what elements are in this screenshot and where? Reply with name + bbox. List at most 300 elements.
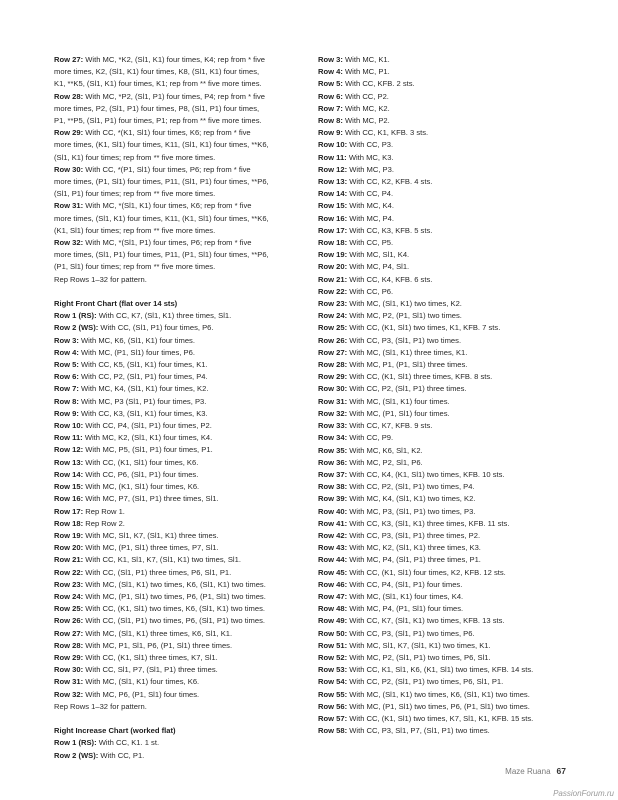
row-label: Row 25: — [54, 604, 84, 614]
instruction-text: With MC, Sl1, K7, (Sl1, K1) three times. — [83, 530, 219, 540]
spacer — [54, 286, 304, 298]
row-label: Row 45: — [318, 567, 348, 577]
instruction-text: With CC, P9. — [347, 433, 394, 443]
instruction-line — [54, 225, 304, 237]
instruction-text: With CC, K4, KFB. 6 sts. — [347, 274, 433, 284]
instruction-text: With CC, (Sl1, P1) four times, P6. — [98, 323, 214, 333]
instruction-text: Rep Row 2. — [83, 518, 125, 528]
instruction-line — [318, 640, 590, 652]
instruction-text: With MC, P1, (P1, Sl1) three times. — [347, 360, 468, 370]
instruction-line — [318, 78, 590, 90]
instruction-line — [318, 298, 590, 310]
row-label: Row 41: — [318, 518, 348, 528]
row-label: Row 2 (WS): — [54, 750, 99, 760]
row-label: Row 54: — [318, 677, 348, 687]
instruction-line — [54, 420, 304, 432]
row-label: Row 18: — [318, 238, 348, 248]
instruction-line — [318, 518, 590, 530]
instruction-text: (P1, Sl1) four times; rep from ** five more times. — [54, 262, 216, 272]
row-label: Row 20: — [54, 543, 84, 553]
instruction-text: With MC, P6, (P1, Sl1) four times. — [83, 689, 200, 699]
instruction-line — [318, 225, 590, 237]
instruction-text: With CC, K7, KFB. 9 sts. — [347, 421, 433, 431]
instruction-text: (Sl1, K1) four times; rep from ** five more times. — [54, 152, 216, 162]
instruction-line — [318, 432, 590, 444]
instruction-line — [318, 481, 590, 493]
row-label: Row 11: — [318, 152, 347, 162]
row-label: Row 31: — [318, 396, 348, 406]
instruction-line — [318, 542, 590, 554]
instruction-line — [54, 640, 304, 652]
instruction-line — [318, 115, 590, 127]
row-label: Row 6: — [318, 91, 343, 101]
instruction-text: more times, P2, (Sl1, P1) four times, P8, (Sl1, P1) four times, — [54, 103, 260, 113]
instruction-line — [318, 274, 590, 286]
instruction-line — [54, 152, 304, 164]
instruction-text: With CC, K2, KFB. 4 sts. — [347, 177, 433, 187]
row-label: Row 19: — [318, 250, 348, 260]
instruction-line — [54, 383, 304, 395]
right-column — [318, 54, 590, 737]
instruction-text: With CC, (Sl1, P1) two times, P6, (Sl1, P1) two times. — [83, 616, 265, 626]
instruction-text: With CC, (K1, Sl1) two times, K7, Sl1, K1, KFB. 15 sts. — [347, 713, 534, 723]
instruction-text: more times, (Sl1, K1) four times, K11, (K1, Sl1) four times, **K6, — [54, 213, 269, 223]
instruction-line — [318, 469, 590, 481]
row-label: Row 51: — [318, 640, 348, 650]
instruction-text: With CC, P3, (Sl1, P1) two times, P6. — [347, 628, 475, 638]
row-label: Row 24: — [318, 311, 348, 321]
instruction-text: With MC, Sl1, K4. — [347, 250, 410, 260]
row-label: Row 8: — [54, 396, 79, 406]
instruction-line — [54, 261, 304, 273]
page-footer — [505, 766, 566, 776]
instruction-line — [54, 530, 304, 542]
row-label: Row 15: — [54, 482, 84, 492]
instruction-text: With MC, P2, Sl1, P6. — [347, 457, 423, 467]
row-label: Row 22: — [318, 286, 348, 296]
instruction-text: With MC, (Sl1, K1) four times. — [347, 396, 450, 406]
instruction-line — [54, 579, 304, 591]
instruction-line — [318, 591, 590, 603]
instruction-text: With CC, P1. — [98, 750, 145, 760]
instruction-line — [54, 335, 304, 347]
row-label: Row 1 (RS): — [54, 311, 97, 321]
instruction-line — [54, 310, 304, 322]
instruction-text: (Sl1, P1) four times; rep from ** five more times. — [54, 189, 216, 199]
instruction-line — [318, 603, 590, 615]
row-label: Row 19: — [54, 530, 84, 540]
instruction-text: With MC, (Sl1, K1) four times, K6. — [83, 677, 200, 687]
row-label: Row 21: — [318, 274, 348, 284]
instruction-text: With MC, *P2, (Sl1, P1) four times, P4; rep from * five — [83, 91, 266, 101]
watermark: PassionForum.ru — [553, 789, 614, 798]
instruction-text: With CC, P4, (Sl1, P1) four times, P2. — [83, 421, 212, 431]
instruction-line — [54, 689, 304, 701]
row-label: Row 46: — [318, 579, 348, 589]
row-label: Row 49: — [318, 616, 348, 626]
instruction-text: With MC, (Sl1, K1) three times, K6, Sl1, K1. — [83, 628, 233, 638]
row-label: Row 30: — [54, 665, 84, 675]
instruction-text: With CC, K3, KFB. 5 sts. — [347, 225, 433, 235]
instruction-text: With MC, (Sl1, K1) two times, K6, (Sl1, K1) two times. — [83, 579, 266, 589]
instruction-text: With MC, K2, (Sl1, K1) three times, K3. — [347, 543, 481, 553]
instruction-line — [318, 579, 590, 591]
instruction-line — [318, 213, 590, 225]
row-label: Row 3: — [318, 55, 343, 64]
row-label: Row 4: — [318, 67, 343, 77]
instruction-line — [54, 371, 304, 383]
instruction-text: Rep Row 1. — [83, 506, 125, 516]
instruction-text: With MC, Sl1, K7, (Sl1, K1) two times, K1. — [347, 640, 491, 650]
instruction-line — [54, 542, 304, 554]
instruction-text: With MC, P4, (Sl1, P1) three times, P1. — [347, 555, 481, 565]
row-label: Row 10: — [54, 421, 84, 431]
instruction-text: With MC, P2. — [342, 116, 390, 126]
instruction-text: With MC, (P1, Sl1) two times, P6, (P1, Sl1) two times. — [83, 591, 266, 601]
instruction-text: With MC, (Sl1, K1) four times, K4. — [347, 591, 464, 601]
row-label: Row 56: — [318, 701, 348, 711]
instruction-text: With CC, P2, (Sl1, P1) two times, P4. — [347, 482, 475, 492]
instruction-text: With CC, K3, (Sl1, K1) three times, KFB. 11 sts. — [347, 518, 510, 528]
row-label: Row 52: — [318, 652, 348, 662]
instruction-text: Rep Rows 1–32 for pattern. — [54, 701, 147, 711]
instruction-text: With MC, P7, (Sl1, P1) three times, Sl1. — [83, 494, 219, 504]
instruction-text: With MC, P4, (P1, Sl1) four times. — [347, 604, 464, 614]
instruction-text: With MC, P2, (P1, Sl1) two times. — [347, 311, 462, 321]
instruction-text: more times, (P1, Sl1) four times, P11, (Sl1, P1) four times, **P6, — [54, 177, 269, 187]
row-label: Row 43: — [318, 543, 348, 553]
row-label: Row 32: — [54, 689, 84, 699]
instruction-text: With CC, P6. — [347, 286, 394, 296]
instruction-line — [318, 383, 590, 395]
instruction-line — [318, 506, 590, 518]
instruction-text: With CC, P6, (Sl1, P1) four times. — [83, 469, 199, 479]
instruction-line — [318, 139, 590, 151]
instruction-text: With CC, K3, (Sl1, K1) four times, K3. — [78, 408, 208, 418]
instruction-line — [54, 506, 304, 518]
instruction-text: With MC, K2, (Sl1, K1) four times, K4. — [82, 433, 213, 443]
left-column — [54, 54, 304, 762]
spacer — [54, 713, 304, 725]
instruction-text: With CC, K5, (Sl1, K1) four times, K1. — [78, 360, 208, 370]
row-label: Row 17: — [318, 225, 348, 235]
instruction-text: P1, **P5, (Sl1, P1) four times, P1; rep from ** five more times. — [54, 116, 262, 126]
row-label: Row 3: — [54, 335, 79, 345]
instruction-line — [318, 457, 590, 469]
instruction-text: With MC, (Sl1, K1) two times, K2. — [347, 299, 462, 309]
instruction-line — [318, 322, 590, 334]
row-label: Row 25: — [318, 323, 348, 333]
instruction-text: With MC, *K2, (Sl1, K1) four times, K4; rep from * five — [83, 55, 266, 64]
instruction-line — [318, 91, 590, 103]
instruction-line — [54, 628, 304, 640]
row-label: Row 14: — [54, 469, 84, 479]
instruction-text: With MC, K4, (Sl1, K1) two times, K2. — [347, 494, 476, 504]
instruction-line — [318, 689, 590, 701]
instruction-line — [54, 408, 304, 420]
instruction-text: With MC, (P1, Sl1) four times, P6. — [78, 347, 195, 357]
instruction-text: With MC, (Sl1, K1) two times, K6, (Sl1, K1) two times. — [347, 689, 530, 699]
instruction-line — [318, 445, 590, 457]
instruction-text: With CC, P4. — [347, 189, 394, 199]
footer-title: Maze Ruana — [505, 767, 551, 776]
row-label: Row 55: — [318, 689, 348, 699]
instruction-line — [318, 286, 590, 298]
instruction-line — [318, 249, 590, 261]
row-label: Row 10: — [318, 140, 348, 150]
instruction-text: With MC, P2, (Sl1, P1) two times, P6, Sl1. — [347, 652, 491, 662]
section-heading: Right Front Chart (flat over 14 sts) — [54, 299, 178, 309]
instruction-line — [54, 676, 304, 688]
row-label: Row 22: — [54, 567, 84, 577]
instruction-line — [318, 310, 590, 322]
instruction-text: With CC, K7, (Sl1, K1) three times, Sl1. — [96, 311, 232, 321]
row-label: Row 16: — [318, 213, 348, 223]
instruction-line — [54, 188, 304, 200]
instruction-text: With CC, K7, (Sl1, K1) two times, KFB. 13 sts. — [347, 616, 505, 626]
instruction-text: With MC, (P1, Sl1) two times, P6, (P1, Sl1) two times. — [347, 701, 530, 711]
instruction-text: With CC, (K1, Sl1) four times, K2, KFB. 12 sts. — [347, 567, 506, 577]
instruction-text: With CC, KFB. 2 sts. — [342, 79, 415, 89]
instruction-line — [54, 78, 304, 90]
instruction-text: With CC, (K1, Sl1) three times, KFB. 8 sts. — [347, 372, 493, 382]
instruction-line — [318, 713, 590, 725]
row-label: Row 23: — [54, 579, 84, 589]
instruction-line — [54, 249, 304, 261]
section-heading: Right Increase Chart (worked flat) — [54, 726, 176, 736]
instruction-line — [54, 481, 304, 493]
instruction-text: With CC, (K1, Sl1) four times, K6. — [83, 457, 199, 467]
instruction-line — [54, 237, 304, 249]
instruction-line — [54, 444, 304, 456]
instruction-line — [54, 518, 304, 530]
instruction-text: With MC, P4. — [347, 213, 394, 223]
row-label: Row 4: — [54, 347, 79, 357]
row-label: Row 29: — [318, 372, 348, 382]
row-label: Row 39: — [318, 494, 348, 504]
instruction-line — [318, 664, 590, 676]
row-label: Row 36: — [318, 457, 348, 467]
row-label: Row 21: — [54, 555, 84, 565]
row-label: Row 1 (RS): — [54, 738, 97, 748]
instruction-line — [318, 103, 590, 115]
instruction-line — [54, 322, 304, 334]
row-label: Row 33: — [318, 421, 348, 431]
instruction-text: With CC, K1, Sl1, K7, (Sl1, K1) two times, Sl1. — [83, 555, 241, 565]
instruction-line — [318, 530, 590, 542]
instruction-line — [54, 176, 304, 188]
row-label: Row 57: — [318, 713, 348, 723]
row-label: Row 48: — [318, 604, 348, 614]
instruction-line — [54, 591, 304, 603]
row-label: Row 5: — [54, 360, 79, 370]
instruction-line — [318, 493, 590, 505]
instruction-line — [54, 567, 304, 579]
instruction-text: more times, (K1, Sl1) four times, K11, (Sl1, K1) four times, **K6, — [54, 140, 269, 150]
instruction-text: (K1, Sl1) four times; rep from ** five more times. — [54, 225, 216, 235]
instruction-text: With CC, K1, Sl1, K6, (K1, Sl1) two times, KFB. 14 sts. — [347, 665, 534, 675]
instruction-line — [54, 66, 304, 78]
instruction-line — [318, 335, 590, 347]
instruction-line — [54, 615, 304, 627]
instruction-text: With CC, K1. 1 st. — [96, 738, 160, 748]
instruction-line — [54, 750, 304, 762]
instruction-text: With CC, P2, (Sl1, P1) three times. — [347, 384, 467, 394]
instruction-line — [54, 493, 304, 505]
instruction-line — [54, 91, 304, 103]
instruction-text: With CC, P2, (Sl1, P1) two times, P6, Sl1, P1. — [347, 677, 504, 687]
instruction-text: With MC, K4. — [347, 201, 394, 211]
instruction-line — [318, 54, 590, 66]
instruction-text: With CC, P3, Sl1, P7, (Sl1, P1) two times. — [347, 726, 490, 736]
instruction-line — [54, 54, 304, 66]
instruction-text: With CC, K4, (K1, Sl1) two times, KFB. 10 sts. — [347, 469, 505, 479]
row-label: Row 24: — [54, 591, 84, 601]
row-label: Row 18: — [54, 518, 84, 528]
row-label: Row 23: — [318, 299, 348, 309]
instruction-line — [54, 737, 304, 749]
instruction-line — [318, 396, 590, 408]
row-label: Row 31: — [54, 677, 84, 687]
instruction-line — [54, 701, 304, 713]
instruction-line — [54, 432, 304, 444]
instruction-line — [318, 164, 590, 176]
row-label: Row 32: — [318, 408, 348, 418]
row-label: Row 12: — [318, 164, 348, 174]
instruction-text: With CC, (K1, Sl1) two times, K6, (Sl1, K1) two times. — [83, 604, 265, 614]
row-label: Row 31: — [54, 201, 84, 211]
instruction-text: With CC, *(P1, Sl1) four times, P6; rep from * five — [83, 164, 251, 174]
instruction-line — [318, 554, 590, 566]
instruction-text: With MC, K3. — [346, 152, 394, 162]
instruction-line — [54, 103, 304, 115]
row-label: Row 17: — [54, 506, 84, 516]
instruction-text: With MC, K2. — [342, 103, 390, 113]
instruction-line — [318, 701, 590, 713]
instruction-text: With CC, P2. — [342, 91, 389, 101]
row-label: Row 35: — [318, 445, 348, 455]
instruction-text: With CC, (Sl1, P1) three times, P6, Sl1, P1. — [83, 567, 232, 577]
instruction-line — [318, 261, 590, 273]
row-label: Row 14: — [318, 189, 348, 199]
row-label: Row 28: — [318, 360, 348, 370]
instruction-line — [318, 347, 590, 359]
instruction-text: With MC, P3, (Sl1, P1) two times, P3. — [347, 506, 476, 516]
row-label: Row 38: — [318, 482, 348, 492]
instruction-line — [54, 347, 304, 359]
instruction-text: With MC, (P1, Sl1) three times, P7, Sl1. — [83, 543, 219, 553]
instruction-text: With MC, (K1, Sl1) four times, K6. — [83, 482, 200, 492]
instruction-text: more times, (Sl1, P1) four times, P11, (P1, Sl1) four times, **P6, — [54, 250, 269, 260]
instruction-text: K1, **K5, (Sl1, K1) four times, K1; rep from ** five more times. — [54, 79, 262, 89]
instruction-text: With CC, (K1, Sl1) two times, K1, KFB. 7 sts. — [347, 323, 501, 333]
row-label: Row 7: — [54, 384, 79, 394]
row-label: Row 15: — [318, 201, 348, 211]
instruction-line — [318, 615, 590, 627]
row-label: Row 26: — [318, 335, 348, 345]
row-label: Row 11: — [54, 433, 83, 443]
instruction-text: With CC, K1, KFB. 3 sts. — [342, 128, 429, 138]
instruction-text: With MC, K1. — [342, 55, 390, 64]
row-label: Row 44: — [318, 555, 348, 565]
page-number: 67 — [556, 766, 566, 776]
row-label: Row 32: — [54, 238, 84, 248]
row-label: Row 7: — [318, 103, 343, 113]
instruction-line — [318, 652, 590, 664]
instruction-line — [54, 127, 304, 139]
instruction-line — [318, 676, 590, 688]
row-label: Row 30: — [54, 164, 84, 174]
row-label: Row 30: — [318, 384, 348, 394]
instruction-line — [54, 139, 304, 151]
instruction-line — [318, 567, 590, 579]
instruction-line — [318, 628, 590, 640]
row-label: Row 50: — [318, 628, 348, 638]
instruction-text: With MC, P3 (Sl1, P1) four times, P3. — [78, 396, 207, 406]
instruction-line — [318, 127, 590, 139]
instruction-line — [54, 213, 304, 225]
instruction-text: Rep Rows 1–32 for pattern. — [54, 274, 147, 284]
instruction-line — [54, 359, 304, 371]
row-label: Row 28: — [54, 640, 84, 650]
row-label: Row 53: — [318, 665, 348, 675]
instruction-text: With CC, *(K1, Sl1) four times, K6; rep from * five — [83, 128, 251, 138]
instruction-line — [318, 176, 590, 188]
row-label: Row 12: — [54, 445, 84, 455]
row-label: Row 37: — [318, 469, 348, 479]
row-label: Row 13: — [54, 457, 84, 467]
instruction-text: With CC, P3, (Sl1, P1) three times, P2. — [347, 530, 481, 540]
instruction-line — [318, 359, 590, 371]
instruction-line — [54, 554, 304, 566]
row-label: Row 26: — [54, 616, 84, 626]
row-label: Row 8: — [318, 116, 343, 126]
row-label: Row 27: — [318, 347, 348, 357]
instruction-line — [318, 371, 590, 383]
row-label: Row 13: — [318, 177, 348, 187]
row-label: Row 34: — [318, 433, 348, 443]
instruction-line — [54, 396, 304, 408]
instruction-text: With MC, (P1, Sl1) four times. — [347, 408, 450, 418]
instruction-text: With MC, P1, Sl1, P6, (P1, Sl1) three times. — [83, 640, 233, 650]
instruction-line — [54, 603, 304, 615]
instruction-text: With CC, Sl1, P7, (Sl1, P1) three times. — [83, 665, 218, 675]
instruction-text: With MC, K6, Sl1, K2. — [347, 445, 423, 455]
instruction-line — [318, 188, 590, 200]
instruction-text: With CC, P3, (Sl1, P1) two times. — [347, 335, 462, 345]
instruction-text: With MC, K6, (Sl1, K1) four times. — [78, 335, 195, 345]
row-label: Row 58: — [318, 726, 348, 736]
instruction-line — [318, 152, 590, 164]
instruction-line — [318, 200, 590, 212]
instruction-line — [318, 725, 590, 737]
instruction-text: With MC, *(Sl1, K1) four times, K6; rep from * five — [83, 201, 252, 211]
instruction-line — [318, 408, 590, 420]
row-label: Row 9: — [318, 128, 343, 138]
row-label: Row 2 (WS): — [54, 323, 99, 333]
row-label: Row 27: — [54, 628, 84, 638]
instruction-text: With MC, P3. — [347, 164, 394, 174]
instruction-text: With CC, P3. — [347, 140, 394, 150]
instruction-line — [318, 420, 590, 432]
instruction-text: With MC, *(Sl1, P1) four times, P6; rep from * five — [83, 238, 252, 248]
instruction-line — [54, 652, 304, 664]
instruction-line — [54, 115, 304, 127]
instruction-line — [318, 237, 590, 249]
row-label: Row 47: — [318, 591, 348, 601]
instruction-text: With MC, (Sl1, K1) three times, K1. — [347, 347, 468, 357]
instruction-text: With CC, P5. — [347, 238, 394, 248]
